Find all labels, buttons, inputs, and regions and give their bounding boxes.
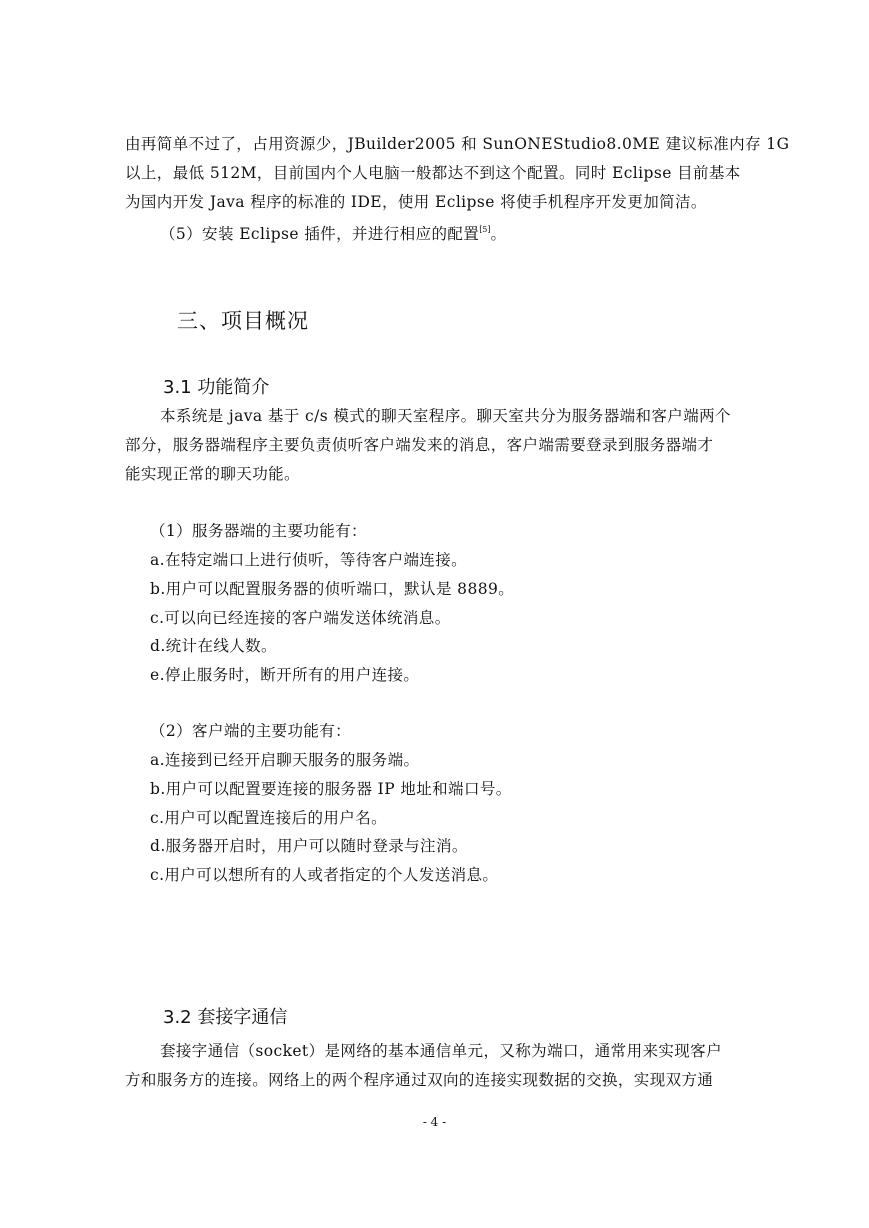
paragraph-line: 部分，服务器端程序主要负责侦听客户端发来的消息，客户端需要登录到服务器端才	[125, 436, 714, 454]
list-item: a.连接到已经开启聊天服务的服务端。	[150, 751, 420, 769]
list-item: b.用户可以配置要连接的服务器 IP 地址和端口号。	[150, 780, 512, 798]
list-item: d.统计在线人数。	[150, 637, 277, 655]
citation-5: [5]	[479, 225, 491, 234]
list-item: c.用户可以想所有的人或者指定的个人发送消息。	[150, 866, 499, 884]
paragraph-line: 方和服务方的连接。网络上的两个程序通过双向的连接实现数据的交换，实现双方通	[125, 1071, 714, 1089]
paragraph-line: 为国内开发 Java 程序的标准的 IDE，使用 Eclipse 将使手机程序开发更加简洁。	[125, 193, 707, 211]
list-item: c.用户可以配置连接后的用户名。	[150, 809, 388, 827]
paragraph-line: 本系统是 java 基于 c/s 模式的聊天室程序。聊天室共分为服务器端和客户端两个	[160, 407, 731, 425]
paragraph-line: 套接字通信（socket）是网络的基本通信单元，又称为端口，通常用来实现客户	[160, 1042, 722, 1060]
list-item: e.停止服务时，断开所有的用户连接。	[150, 666, 420, 684]
list-item: a.在特定端口上进行侦听，等待客户端连接。	[150, 551, 468, 569]
list-item: d.服务器开启时，用户可以随时登录与注消。	[150, 837, 468, 855]
paragraph-line: 以上，最低 512M，目前国内个人电脑一般都达不到这个配置。同时 Eclipse 目前基本	[125, 164, 741, 182]
page-number: - 4 -	[422, 1115, 447, 1129]
section-heading: 三、项目概况	[177, 309, 309, 333]
step-5-end: 。	[490, 225, 507, 243]
step-5-text: （5）安装 Eclipse 插件，并进行相应的配置	[160, 225, 480, 243]
list-item: b.用户可以配置服务器的侦听端口，默认是 8889。	[150, 580, 515, 598]
client-features-title: （2）客户端的主要功能有：	[150, 722, 352, 740]
paragraph-line: 由再简单不过了，占用资源少，JBuilder2005 和 SunONEStudio8.0ME 建议标准内存 1G	[125, 135, 790, 153]
list-item: c.可以向已经连接的客户端发送体统消息。	[150, 609, 451, 627]
paragraph-line: 能实现正常的聊天功能。	[125, 465, 300, 483]
subsection-heading-3-1: 3.1 功能简介	[163, 377, 270, 398]
subsection-heading-3-2: 3.2 套接字通信	[163, 1007, 288, 1028]
server-features-title: （1）服务器端的主要功能有：	[150, 522, 367, 540]
step-5-line	[160, 220, 824, 244]
